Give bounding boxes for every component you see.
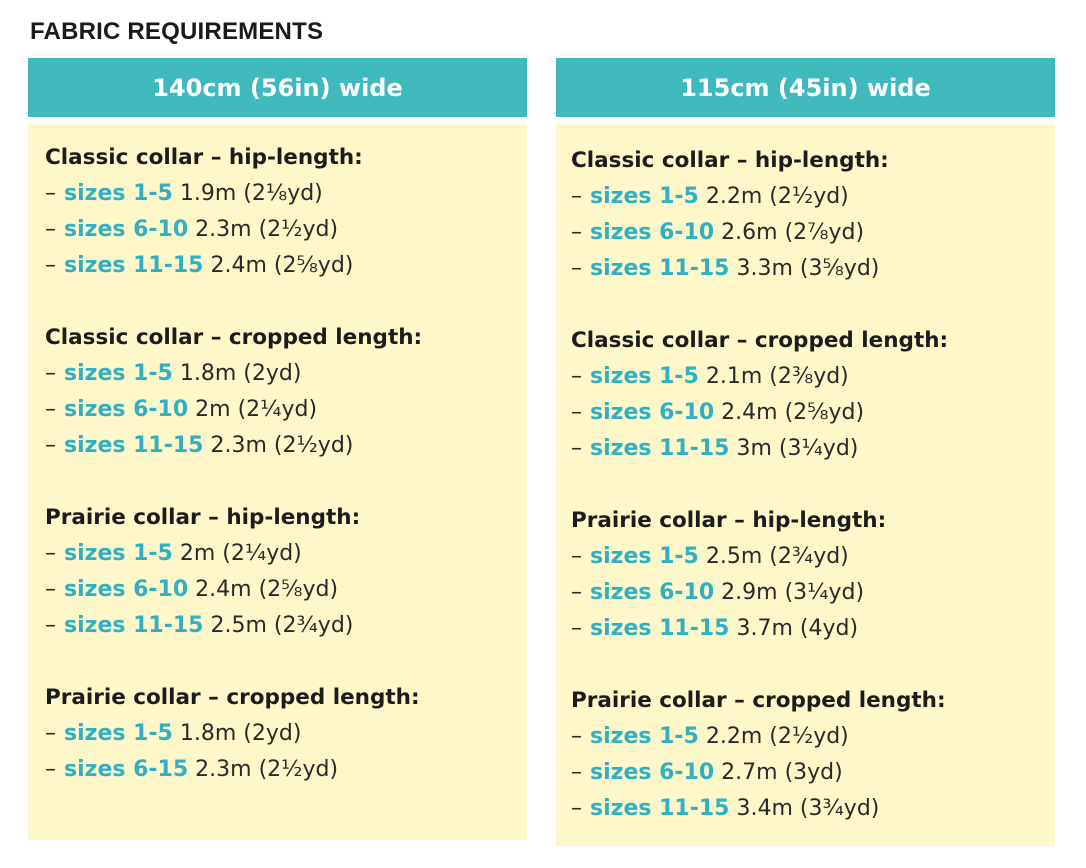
group-title: Prairie collar – hip-length: (571, 508, 887, 533)
column-panel (556, 124, 1055, 846)
column-panel (28, 124, 527, 840)
list-item (45, 716, 527, 752)
column-140cm (28, 58, 527, 840)
size-range: sizes 6-10 (64, 577, 189, 602)
page-title: FABRIC REQUIREMENTS (30, 18, 324, 45)
fabric-amount: 2m (2¼yd) (195, 397, 318, 422)
group-title: Prairie collar – cropped length: (45, 685, 420, 710)
fabric-amount: 2.3m (2½yd) (195, 217, 339, 242)
list-item (45, 572, 527, 608)
fabric-amount: 2.2m (2½yd) (705, 184, 849, 209)
dash-bullet: – (571, 544, 582, 569)
group-title: Prairie collar – hip-length: (45, 505, 361, 530)
fabric-amount: 3m (3¼yd) (736, 436, 859, 461)
size-range: sizes 11-15 (64, 433, 204, 458)
size-range: sizes 1-5 (590, 724, 699, 749)
requirement-group (571, 143, 1055, 287)
list-item (571, 719, 1055, 755)
dash-bullet: – (571, 220, 582, 245)
dash-bullet: – (571, 184, 582, 209)
fabric-amount: 2.9m (3¼yd) (721, 580, 865, 605)
size-range: sizes 1-5 (590, 364, 699, 389)
fabric-amount: 2.2m (2½yd) (705, 724, 849, 749)
list-item (571, 179, 1055, 215)
dash-bullet: – (571, 256, 582, 281)
size-range: sizes 6-10 (590, 400, 715, 425)
dash-bullet: – (45, 541, 56, 566)
column-header: 115cm (45in) wide (556, 58, 1055, 117)
requirement-group (45, 320, 527, 464)
group-title: Classic collar – cropped length: (45, 325, 423, 350)
fabric-amount: 2.1m (2⅜yd) (705, 364, 849, 389)
dash-bullet: – (571, 760, 582, 785)
list-item (571, 359, 1055, 395)
list-item (45, 248, 527, 284)
list-item (571, 395, 1055, 431)
group-title: Classic collar – hip-length: (45, 145, 363, 170)
fabric-amount: 2.4m (2⅝yd) (210, 253, 354, 278)
size-range: sizes 6-15 (64, 757, 189, 782)
list-item (571, 755, 1055, 791)
list-item (45, 392, 527, 428)
dash-bullet: – (45, 253, 56, 278)
dash-bullet: – (45, 397, 56, 422)
size-range: sizes 1-5 (64, 541, 173, 566)
fabric-amount: 3.7m (4yd) (736, 616, 859, 641)
fabric-amount: 2.5m (2¾yd) (210, 613, 354, 638)
dash-bullet: – (45, 217, 56, 242)
list-item (571, 215, 1055, 251)
fabric-amount: 2m (2¼yd) (179, 541, 302, 566)
size-range: sizes 1-5 (64, 361, 173, 386)
dash-bullet: – (571, 436, 582, 461)
fabric-amount: 2.3m (2½yd) (210, 433, 354, 458)
requirement-group (571, 503, 1055, 647)
dash-bullet: – (571, 724, 582, 749)
dash-bullet: – (45, 577, 56, 602)
size-range: sizes 6-10 (590, 580, 715, 605)
dash-bullet: – (571, 796, 582, 821)
list-item (45, 212, 527, 248)
fabric-amount: 3.3m (3⅝yd) (736, 256, 880, 281)
list-item (45, 176, 527, 212)
size-range: sizes 1-5 (64, 181, 173, 206)
requirement-group (571, 683, 1055, 827)
size-range: sizes 6-10 (590, 220, 715, 245)
dash-bullet: – (571, 400, 582, 425)
fabric-amount: 2.4m (2⅝yd) (195, 577, 339, 602)
fabric-amount: 2.6m (2⅞yd) (721, 220, 865, 245)
column-header: 140cm (56in) wide (28, 58, 527, 117)
list-item (571, 539, 1055, 575)
requirement-group (45, 680, 527, 788)
size-range: sizes 11-15 (64, 253, 204, 278)
list-item (45, 356, 527, 392)
size-range: sizes 11-15 (64, 613, 204, 638)
fabric-amount: 1.8m (2yd) (179, 361, 302, 386)
size-range: sizes 11-15 (590, 616, 730, 641)
fabric-amount: 1.8m (2yd) (179, 721, 302, 746)
dash-bullet: – (45, 433, 56, 458)
fabric-amount: 2.5m (2¾yd) (705, 544, 849, 569)
list-item (571, 791, 1055, 827)
list-item (45, 536, 527, 572)
list-item (45, 608, 527, 644)
dash-bullet: – (571, 616, 582, 641)
size-range: sizes 1-5 (590, 544, 699, 569)
column-115cm (556, 58, 1055, 846)
list-item (571, 611, 1055, 647)
size-range: sizes 6-10 (64, 217, 189, 242)
dash-bullet: – (45, 613, 56, 638)
group-title: Classic collar – cropped length: (571, 328, 949, 353)
group-title: Classic collar – hip-length: (571, 148, 889, 173)
size-range: sizes 6-10 (590, 760, 715, 785)
size-range: sizes 6-10 (64, 397, 189, 422)
size-range: sizes 1-5 (64, 721, 173, 746)
fabric-amount: 2.3m (2½yd) (195, 757, 339, 782)
list-item (45, 752, 527, 788)
list-item (571, 575, 1055, 611)
dash-bullet: – (45, 757, 56, 782)
size-range: sizes 11-15 (590, 796, 730, 821)
list-item (45, 428, 527, 464)
group-title: Prairie collar – cropped length: (571, 688, 946, 713)
fabric-amount: 2.4m (2⅝yd) (721, 400, 865, 425)
fabric-amount: 3.4m (3¾yd) (736, 796, 880, 821)
size-range: sizes 1-5 (590, 184, 699, 209)
dash-bullet: – (45, 721, 56, 746)
dash-bullet: – (571, 364, 582, 389)
list-item (571, 431, 1055, 467)
dash-bullet: – (45, 361, 56, 386)
size-range: sizes 11-15 (590, 256, 730, 281)
list-item (571, 251, 1055, 287)
requirement-group (571, 323, 1055, 467)
dash-bullet: – (571, 580, 582, 605)
requirement-group (45, 140, 527, 284)
fabric-amount: 1.9m (2⅛yd) (179, 181, 323, 206)
requirement-group (45, 500, 527, 644)
dash-bullet: – (45, 181, 56, 206)
fabric-amount: 2.7m (3yd) (721, 760, 843, 785)
size-range: sizes 11-15 (590, 436, 730, 461)
